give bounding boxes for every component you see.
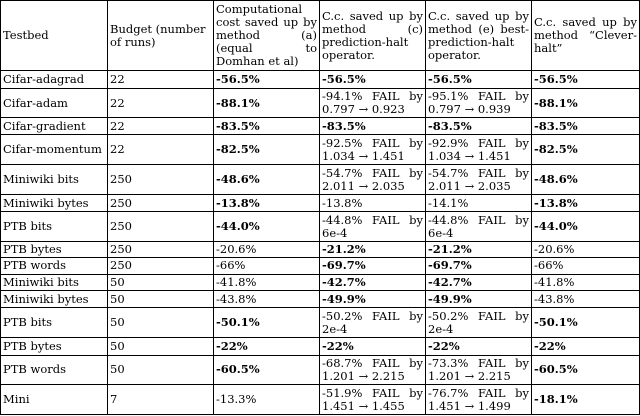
- cell-method-c: -44.8% FAIL by 6e-4: [320, 212, 426, 242]
- cell-method-c: -21.2%: [320, 241, 426, 257]
- table-row: [1, 355, 640, 385]
- cell-method-clever: -56.5%: [532, 71, 640, 89]
- header-method-e: C.c. saved up by method (e) best-prediction-halt operator.: [426, 1, 532, 71]
- cell-method-clever: -48.6%: [532, 165, 640, 195]
- cell-testbed: Miniwiki bytes: [1, 194, 108, 211]
- cell-testbed: Cifar-adam: [1, 89, 108, 118]
- header-row: [1, 1, 640, 71]
- table-row: [1, 308, 640, 338]
- table-row: [1, 338, 640, 355]
- cell-testbed: PTB bits: [1, 308, 108, 338]
- cell-method-c: -68.7% FAIL by 1.201 → 2.215: [320, 355, 426, 385]
- cell-method-c: -49.9%: [320, 291, 426, 308]
- cell-method-clever: -13.8%: [532, 194, 640, 211]
- cell-budget: 22: [108, 71, 214, 89]
- cell-method-e: -92.9% FAIL by 1.034 → 1.451: [426, 135, 532, 165]
- table-row: [1, 71, 640, 89]
- cell-method-clever: -83.5%: [532, 118, 640, 135]
- cell-method-c: -51.9% FAIL by 1.451 → 1.455: [320, 385, 426, 415]
- cell-testbed: Miniwiki bits: [1, 165, 108, 195]
- cell-method-a: -82.5%: [214, 135, 320, 165]
- cell-testbed: PTB words: [1, 258, 108, 274]
- cell-method-clever: -20.6%: [532, 241, 640, 257]
- cell-budget: 22: [108, 135, 214, 165]
- cell-method-a: -13.3%: [214, 385, 320, 415]
- cell-method-c: -92.5% FAIL by 1.034 → 1.451: [320, 135, 426, 165]
- cell-method-a: -50.1%: [214, 308, 320, 338]
- cell-method-e: -14.1%: [426, 194, 532, 211]
- cell-method-a: -56.5%: [214, 71, 320, 89]
- table-row: [1, 291, 640, 308]
- cell-method-a: -66%: [214, 258, 320, 274]
- cell-method-c: -54.7% FAIL by 2.011 → 2.035: [320, 165, 426, 195]
- header-method-clever: C.c. saved up by method “Clever-halt”: [532, 1, 640, 71]
- cell-method-e: -56.5%: [426, 71, 532, 89]
- table-row: [1, 258, 640, 274]
- header-testbed: Testbed: [1, 1, 108, 71]
- cell-method-e: -42.7%: [426, 274, 532, 290]
- cell-method-a: -13.8%: [214, 194, 320, 211]
- table-row: [1, 135, 640, 165]
- cell-method-c: -13.8%: [320, 194, 426, 211]
- header-method-c: C.c. saved up by method (c) prediction-halt operator.: [320, 1, 426, 71]
- cell-method-e: -83.5%: [426, 118, 532, 135]
- cell-method-clever: -82.5%: [532, 135, 640, 165]
- cell-budget: 50: [108, 291, 214, 308]
- cell-method-e: -69.7%: [426, 258, 532, 274]
- cell-testbed: Mini: [1, 385, 108, 415]
- cell-method-c: -94.1% FAIL by 0.797 → 0.923: [320, 89, 426, 118]
- table-row: [1, 165, 640, 195]
- cell-method-a: -60.5%: [214, 355, 320, 385]
- cell-budget: 250: [108, 241, 214, 257]
- table-row: [1, 241, 640, 257]
- cell-method-a: -88.1%: [214, 89, 320, 118]
- cell-method-e: -50.2% FAIL by 2e-4: [426, 308, 532, 338]
- cell-method-clever: -50.1%: [532, 308, 640, 338]
- cell-method-a: -44.0%: [214, 212, 320, 242]
- cell-budget: 50: [108, 274, 214, 290]
- cell-method-e: -22%: [426, 338, 532, 355]
- cell-testbed: Miniwiki bits: [1, 274, 108, 290]
- cell-budget: 22: [108, 118, 214, 135]
- cell-method-clever: -60.5%: [532, 355, 640, 385]
- cell-method-a: -48.6%: [214, 165, 320, 195]
- cell-budget: 250: [108, 212, 214, 242]
- cell-testbed: Cifar-gradient: [1, 118, 108, 135]
- cell-method-e: -49.9%: [426, 291, 532, 308]
- cell-method-c: -50.2% FAIL by 2e-4: [320, 308, 426, 338]
- cell-testbed: Cifar-adagrad: [1, 71, 108, 89]
- cell-testbed: PTB bytes: [1, 241, 108, 257]
- cell-method-c: -42.7%: [320, 274, 426, 290]
- cell-method-a: -41.8%: [214, 274, 320, 290]
- cell-method-c: -69.7%: [320, 258, 426, 274]
- cell-budget: 50: [108, 338, 214, 355]
- cell-method-clever: -44.0%: [532, 212, 640, 242]
- cell-method-clever: -66%: [532, 258, 640, 274]
- table-row: [1, 274, 640, 290]
- cell-method-clever: -88.1%: [532, 89, 640, 118]
- table-row: [1, 118, 640, 135]
- cell-method-c: -56.5%: [320, 71, 426, 89]
- table-row: [1, 194, 640, 211]
- header-method-a: Computational cost saved up by method (a) (equal to Domhan et al): [214, 1, 320, 71]
- cell-testbed: Cifar-momentum: [1, 135, 108, 165]
- cell-budget: 7: [108, 385, 214, 415]
- cell-method-e: -21.2%: [426, 241, 532, 257]
- cell-method-e: -95.1% FAIL by 0.797 → 0.939: [426, 89, 532, 118]
- cell-testbed: Miniwiki bytes: [1, 291, 108, 308]
- cell-method-clever: -41.8%: [532, 274, 640, 290]
- cell-method-clever: -43.8%: [532, 291, 640, 308]
- cell-method-e: -44.8% FAIL by 6e-4: [426, 212, 532, 242]
- cell-testbed: PTB bits: [1, 212, 108, 242]
- table-row: [1, 385, 640, 415]
- cell-method-a: -83.5%: [214, 118, 320, 135]
- cell-budget: 250: [108, 194, 214, 211]
- cell-budget: 250: [108, 258, 214, 274]
- cell-method-a: -43.8%: [214, 291, 320, 308]
- cell-method-a: -20.6%: [214, 241, 320, 257]
- cell-budget: 250: [108, 165, 214, 195]
- cell-method-clever: -22%: [532, 338, 640, 355]
- cell-method-e: -73.3% FAIL by 1.201 → 2.215: [426, 355, 532, 385]
- cell-budget: 22: [108, 89, 214, 118]
- table-row: [1, 89, 640, 118]
- cell-method-e: -76.7% FAIL by 1.451 → 1.499: [426, 385, 532, 415]
- cell-testbed: PTB words: [1, 355, 108, 385]
- header-budget: Budget (number of runs): [108, 1, 214, 71]
- table-row: [1, 212, 640, 242]
- cell-budget: 50: [108, 308, 214, 338]
- cell-method-e: -54.7% FAIL by 2.011 → 2.035: [426, 165, 532, 195]
- cell-budget: 50: [108, 355, 214, 385]
- cell-method-c: -83.5%: [320, 118, 426, 135]
- cell-method-a: -22%: [214, 338, 320, 355]
- cell-method-c: -22%: [320, 338, 426, 355]
- cell-method-clever: -18.1%: [532, 385, 640, 415]
- cell-testbed: PTB bytes: [1, 338, 108, 355]
